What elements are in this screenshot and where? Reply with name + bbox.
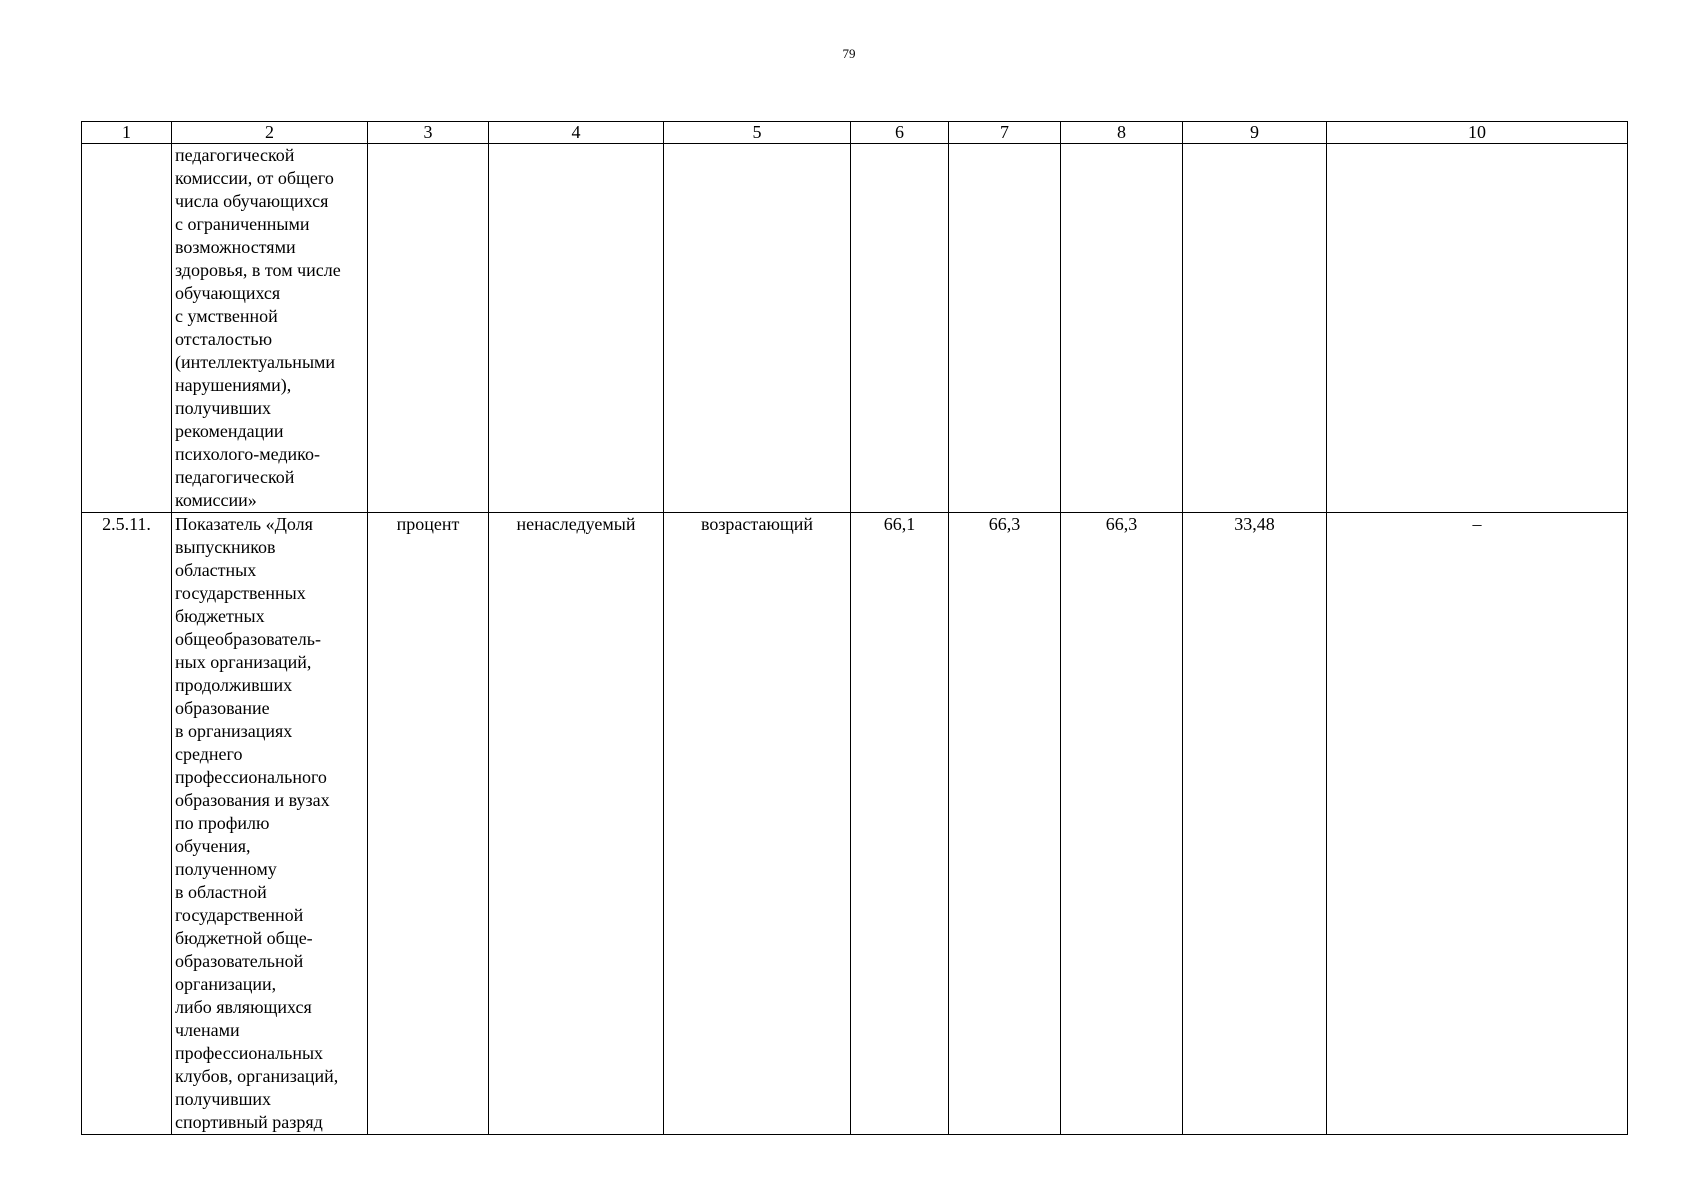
cell-number: 2.5.11. — [82, 513, 172, 1135]
column-header-6: 6 — [851, 122, 949, 144]
cell-trend: возрастающий — [664, 513, 851, 1135]
column-header-9: 9 — [1183, 122, 1327, 144]
cell-indicator-name: Показатель «Доля выпускников областных государственных бюджетных общеобразователь- ных организаций, продолживших образование в организациях среднего профессионального образования и вузах по профилю обучения, полученному в областной государственной бюджетной обще- образовательной организации, либо являющихся членами профессиональных клубов, организаций, получивших спортивный разряд — [172, 513, 368, 1135]
cell-indicator-name: педагогической комиссии, от общего числа обучающихся с ограниченными возможностями здоровья, в том числе обучающихся с умственной отсталостью (интеллектуальными нарушениями), получивших рекомендации психолого-медико- педагогической комиссии» — [172, 144, 368, 513]
cell-trend — [664, 144, 851, 513]
cell-value-10 — [1327, 144, 1628, 513]
cell-value-9 — [1183, 144, 1327, 513]
column-header-8: 8 — [1061, 122, 1183, 144]
cell-value-10: – — [1327, 513, 1628, 1135]
cell-number — [82, 144, 172, 513]
page-number: 79 — [842, 46, 856, 61]
cell-value-8: 66,3 — [1061, 513, 1183, 1135]
column-number-row — [82, 122, 1628, 144]
column-header-7: 7 — [949, 122, 1061, 144]
table-row-2-5-11 — [82, 513, 1628, 1135]
cell-value-6: 66,1 — [851, 513, 949, 1135]
cell-type — [489, 144, 664, 513]
cell-value-6 — [851, 144, 949, 513]
cell-value-9: 33,48 — [1183, 513, 1327, 1135]
cell-value-8 — [1061, 144, 1183, 513]
cell-value-7 — [949, 144, 1061, 513]
indicators-table — [81, 121, 1628, 1135]
column-header-10: 10 — [1327, 122, 1628, 144]
table-row-continuation — [82, 144, 1628, 513]
cell-value-7: 66,3 — [949, 513, 1061, 1135]
column-header-4: 4 — [489, 122, 664, 144]
column-header-3: 3 — [368, 122, 489, 144]
cell-type: ненаследуемый — [489, 513, 664, 1135]
column-header-5: 5 — [664, 122, 851, 144]
cell-unit: процент — [368, 513, 489, 1135]
column-header-2: 2 — [172, 122, 368, 144]
column-header-1: 1 — [82, 122, 172, 144]
cell-unit — [368, 144, 489, 513]
